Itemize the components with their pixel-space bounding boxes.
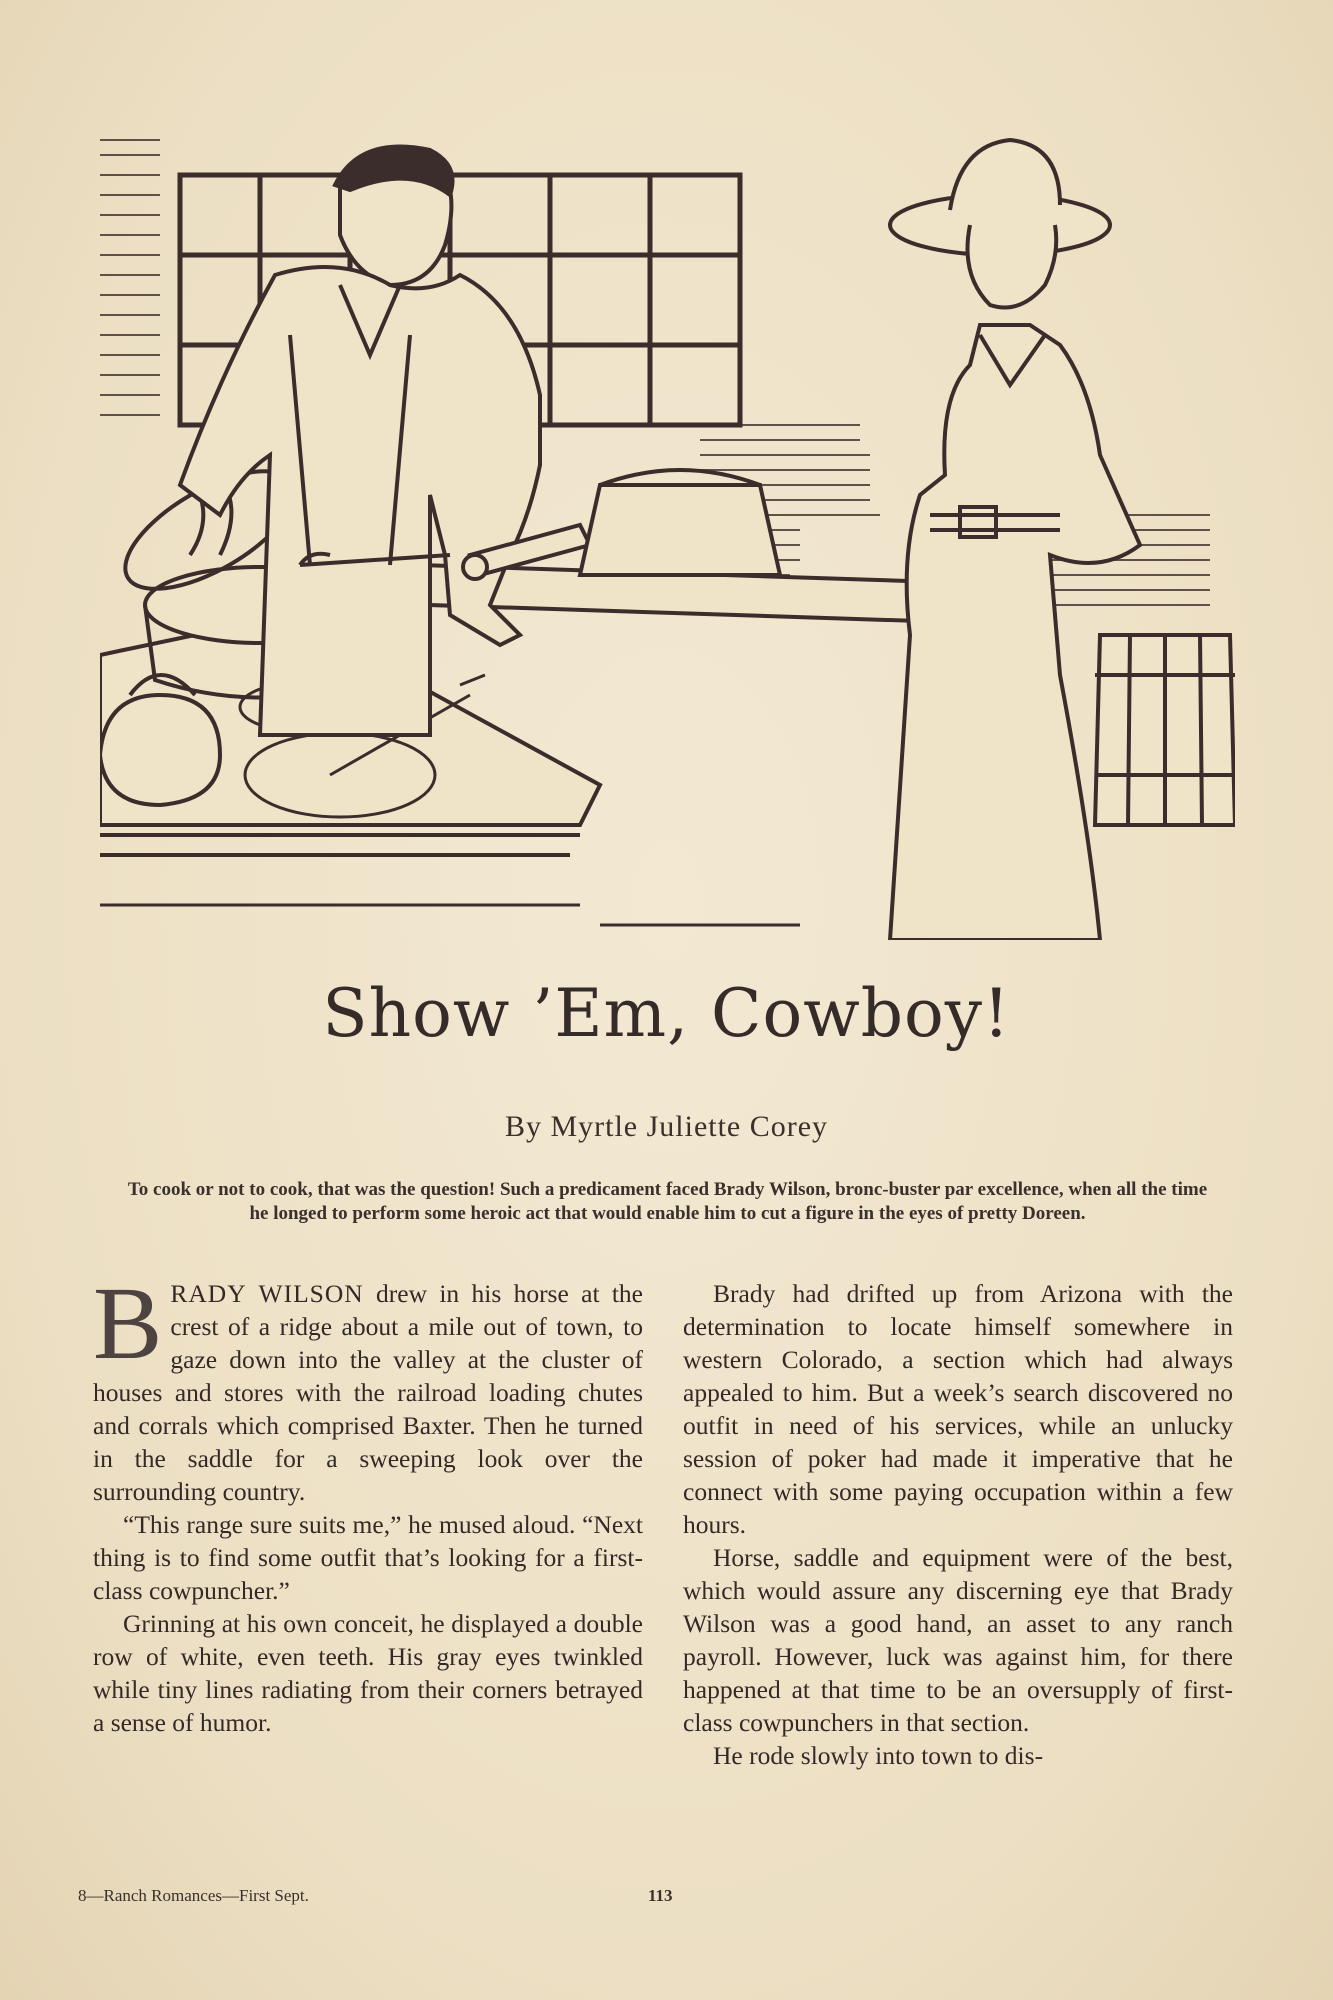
paragraph: Horse, saddle and equipment were of the best, which would assure any discerning eye that Brady Wilson was a good hand, an asset to any ranch payroll. However, luck was against him, for there happened at that time to be an oversupply of first-class cowpunchers in that section. bbox=[683, 1543, 1233, 1737]
story-intro-blurb: To cook or not to cook, that was the question! Such a predicament faced Brady Wilson, bronc-buster par excellence, when all the time he longed to perform some heroic act that would enable him to cut a figure in the eyes of pretty Doreen. bbox=[127, 1179, 1208, 1224]
story-title: Show ’Em, Cowboy! bbox=[322, 975, 1011, 1052]
paragraph: Grinning at his own conceit, he displayed a double row of white, even teeth. His gray eyes twinkled while tiny lines radiating from their corners betrayed a sense of humor. bbox=[93, 1609, 643, 1737]
barrel bbox=[1095, 635, 1235, 825]
page-number: 113 bbox=[648, 1886, 673, 1905]
paragraph: He rode slowly into town to dis- bbox=[713, 1741, 1044, 1770]
kitchen-scene-drawing bbox=[100, 135, 1235, 940]
paragraph bbox=[93, 1266, 644, 1508]
drop-cap: B bbox=[93, 1266, 163, 1381]
left-text-column bbox=[93, 1266, 644, 1739]
story-illustration bbox=[100, 135, 1235, 940]
paragraph: Brady had drifted up from Arizona with the determination to locate himself somewhere in western Colorado, a section which had always appealed to him. But a week’s search discovered no outfit in need of his services, while an unlucky session of poker had made it imperative that he connect with some paying occupation within a few hours. bbox=[683, 1279, 1233, 1539]
right-text-column bbox=[683, 1277, 1233, 1772]
opening-small-caps: RADY WILSON bbox=[170, 1279, 364, 1308]
footer-source-line: 8—Ranch Romances—First Sept. bbox=[78, 1886, 309, 1905]
paragraph-text: drew in his horse at the crest of a ridge about a mile out of town, to gaze down into the valley at the cluster of houses and stores with the railroad loading chutes and corrals which comprised Baxter. Then he turned in the saddle for a sweeping look over the surrounding country. bbox=[93, 1279, 644, 1506]
floor-line bbox=[100, 905, 800, 925]
author-byline: By Myrtle Juliette Corey bbox=[504, 1110, 829, 1143]
bowl bbox=[580, 470, 780, 575]
paragraph: “This range sure suits me,” he mused aloud. “Next thing is to find some outfit that’s looking for a first-class cowpuncher.” bbox=[93, 1510, 643, 1605]
